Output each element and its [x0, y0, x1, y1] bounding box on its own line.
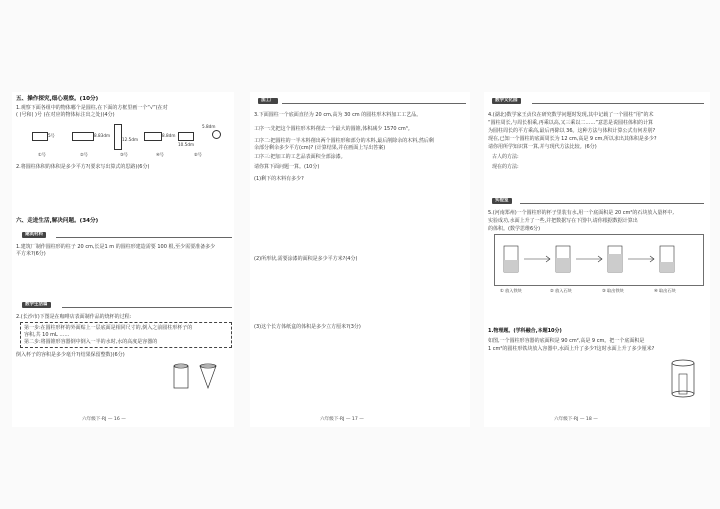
tag-culture: 数学文化园: [492, 98, 521, 104]
q-p-line-b: 如图,一个圆柱形容器的底面积是 90 cm²,高是 9 cm。把一个底面积是: [488, 338, 645, 344]
option-4: ④号: [156, 152, 164, 157]
tag-rule: [56, 237, 232, 238]
tag-rule: [282, 103, 466, 104]
q-w-line-a: 3.下面圆柱一个底面直径为 20 cm,高为 30 cm 的圆柱形木料加工工艺品。: [254, 112, 422, 118]
shape-cylinder-4: [144, 132, 162, 141]
section-5-title: 五、操作探究,细心观察。(10分): [16, 96, 99, 102]
q5-1-line-b: ( )号和( )号 (在对应的物体标注出之处)(4分): [16, 112, 115, 118]
container-figure: [668, 358, 698, 400]
q-l-line-a: 5.(河南郑州)一个圆柱形的杯子里装有水,用一个底面积是 20 cm²的石块放入量杯中,: [488, 210, 675, 216]
q-w-line-e: 工序三:把加工的工艺品表面积全部涂漆。: [254, 154, 346, 160]
lab-step-1: ① 放入铁块: [500, 288, 522, 293]
shape-label-6: 5.8dm: [202, 124, 216, 129]
q6-1-line-b: 平方米?(6分): [16, 251, 46, 257]
q-c-ancient: 古人的方法:: [492, 154, 519, 160]
tag-building: 建筑材料: [22, 232, 46, 238]
q-l-line-b: 实验成功,水面上升了一些,并把数据写在下图中,请你根据数据计算出: [488, 218, 638, 224]
lab-figure: [494, 234, 704, 286]
q-w-line-b: 工序一:先把这个圆柱形木料削去一个最大的圆锥,体积减少 1570 cm³。: [254, 126, 413, 132]
page-16: [12, 92, 234, 427]
q-l-line-c: 的体积。(数学思维6分): [488, 226, 541, 232]
q-w-line-d: 余部分剩余多少平方(cm)? (计算结果,并在画面上写出答案): [254, 145, 386, 151]
q6-1-line-a: 1.建筑厂制作圆柱形的柱子 20 cm,长是1 m 的圆柱形建造需要 100 根,至少需要准备多少: [16, 244, 216, 250]
q-p-line-c: 1 cm²的圆柱形铁块放入容器中,水面上升了多少?这时水面上升了多少厘米?: [488, 346, 655, 352]
q6-2-ask: 倒入杯子的容积是多少毫升?(结果保留整数)(6分): [16, 352, 125, 358]
q-c-line-e: 请你用所学知识算一算,并与现代方法比较。(6分): [488, 144, 597, 150]
shape-label-2: 8.83dm: [94, 133, 111, 138]
q-w-sub3: (3)这个长方体纸盒的体积是多少立方厘米?(3分): [254, 324, 361, 330]
tag-workshop: 加工厂: [258, 98, 278, 104]
page-17: [250, 92, 470, 427]
q6-2-step1: 第一步:在圆柱形杯的外面贴上一层底面是相同尺寸的,倒入之前圆柱形杯子的: [24, 325, 193, 331]
q-p-title: 1.物理题。(学科融合,本题10分): [488, 328, 562, 334]
q-w-sub2: (2)所形状,需要涂漆的面积是多少平方米?(4分): [254, 256, 358, 262]
option-1: ①号: [38, 152, 46, 157]
shape-label-4: 8.8dm: [162, 133, 176, 138]
lab-step-3: ③ 取出铁块: [602, 288, 624, 293]
tag-rule: [62, 307, 232, 308]
option-3: ③号: [120, 152, 128, 157]
shape-cylinder-5: [178, 132, 194, 141]
q-c-line-d: 现在,已知一个圆柱的底面周长为 12 cm,高是 9 cm,所以求出其体积是多少?: [488, 136, 657, 142]
shape-label-5: 10.5dm: [178, 142, 195, 147]
q-w-sub1: (1)剩下的木料有多少?: [254, 176, 304, 182]
tag-rule: [520, 203, 704, 204]
q-c-modern: 现在的方法:: [492, 164, 519, 170]
shape-circle: [212, 130, 221, 139]
q6-2-step1b: 容积,共 10 mL ……: [24, 332, 70, 338]
shape-cylinder-1: [32, 132, 48, 141]
option-5: ⑤号: [194, 152, 202, 157]
cup-cone-figure: [170, 362, 230, 392]
shape-label-3: 12.5dm: [122, 137, 139, 142]
q-c-line-b: “圆柱周长,与周长相乘,再乘以高,又三乘以二……”意思是说圆柱体积的计算: [488, 120, 653, 126]
page-footer: 六年级下·RJ — 16 —: [82, 417, 126, 422]
tag-lab: 实验室: [492, 198, 512, 204]
shape-cylinder-2: [72, 132, 94, 141]
page-18: [484, 92, 710, 427]
q-c-line-c: 为圆柱周长的平方乘高,最后再除以 36。这种方法与体积计算公式有何差别?: [488, 128, 656, 134]
q-w-line-f: 请你算下面问题一算。(10分): [254, 164, 320, 170]
shape-label-1: 5号: [48, 133, 55, 138]
tag-life: 数学生活篇: [22, 302, 51, 308]
shape-cylinder-3: [114, 124, 122, 150]
option-2: ②号: [80, 152, 88, 157]
q6-2-line-a: 2.(长沙市)下图是在咖啡店表面制作品的烧杯的过程:: [16, 314, 132, 320]
page-footer: 六年级下·RJ — 18 —: [554, 417, 598, 422]
q5-1-line-a: 1.观察下面各组中的物体哪个是圆柱,在下面的方框里画一个“√”(在对: [16, 105, 168, 111]
q5-2: 2.将圆柱体积的体积是多少平方?(要求写出算式的思路)(6分): [16, 164, 150, 170]
q-c-line-a: 4.(湖北)数学家王贞仪在研究数学问题时发现,其中记载了一个圆柱“用”的术: [488, 112, 654, 118]
lab-step-4: ④ 取出石块: [654, 288, 676, 293]
q6-2-step2: 第二步:将圆锥形容器倒中倒入一半的水时,水的高度是容器的: [24, 339, 158, 345]
page-footer: 六年级下·RJ — 17 —: [320, 417, 364, 422]
q-w-line-c: 工序二:把圆柱的一半木料削出两个圆柱形和部分的木料,最后削除余的木料,然后剩: [254, 138, 434, 144]
tag-rule: [532, 103, 704, 104]
lab-step-2: ② 放入石块: [550, 288, 572, 293]
section-6-title: 六、走进生活,解决问题。(34分): [16, 218, 99, 224]
